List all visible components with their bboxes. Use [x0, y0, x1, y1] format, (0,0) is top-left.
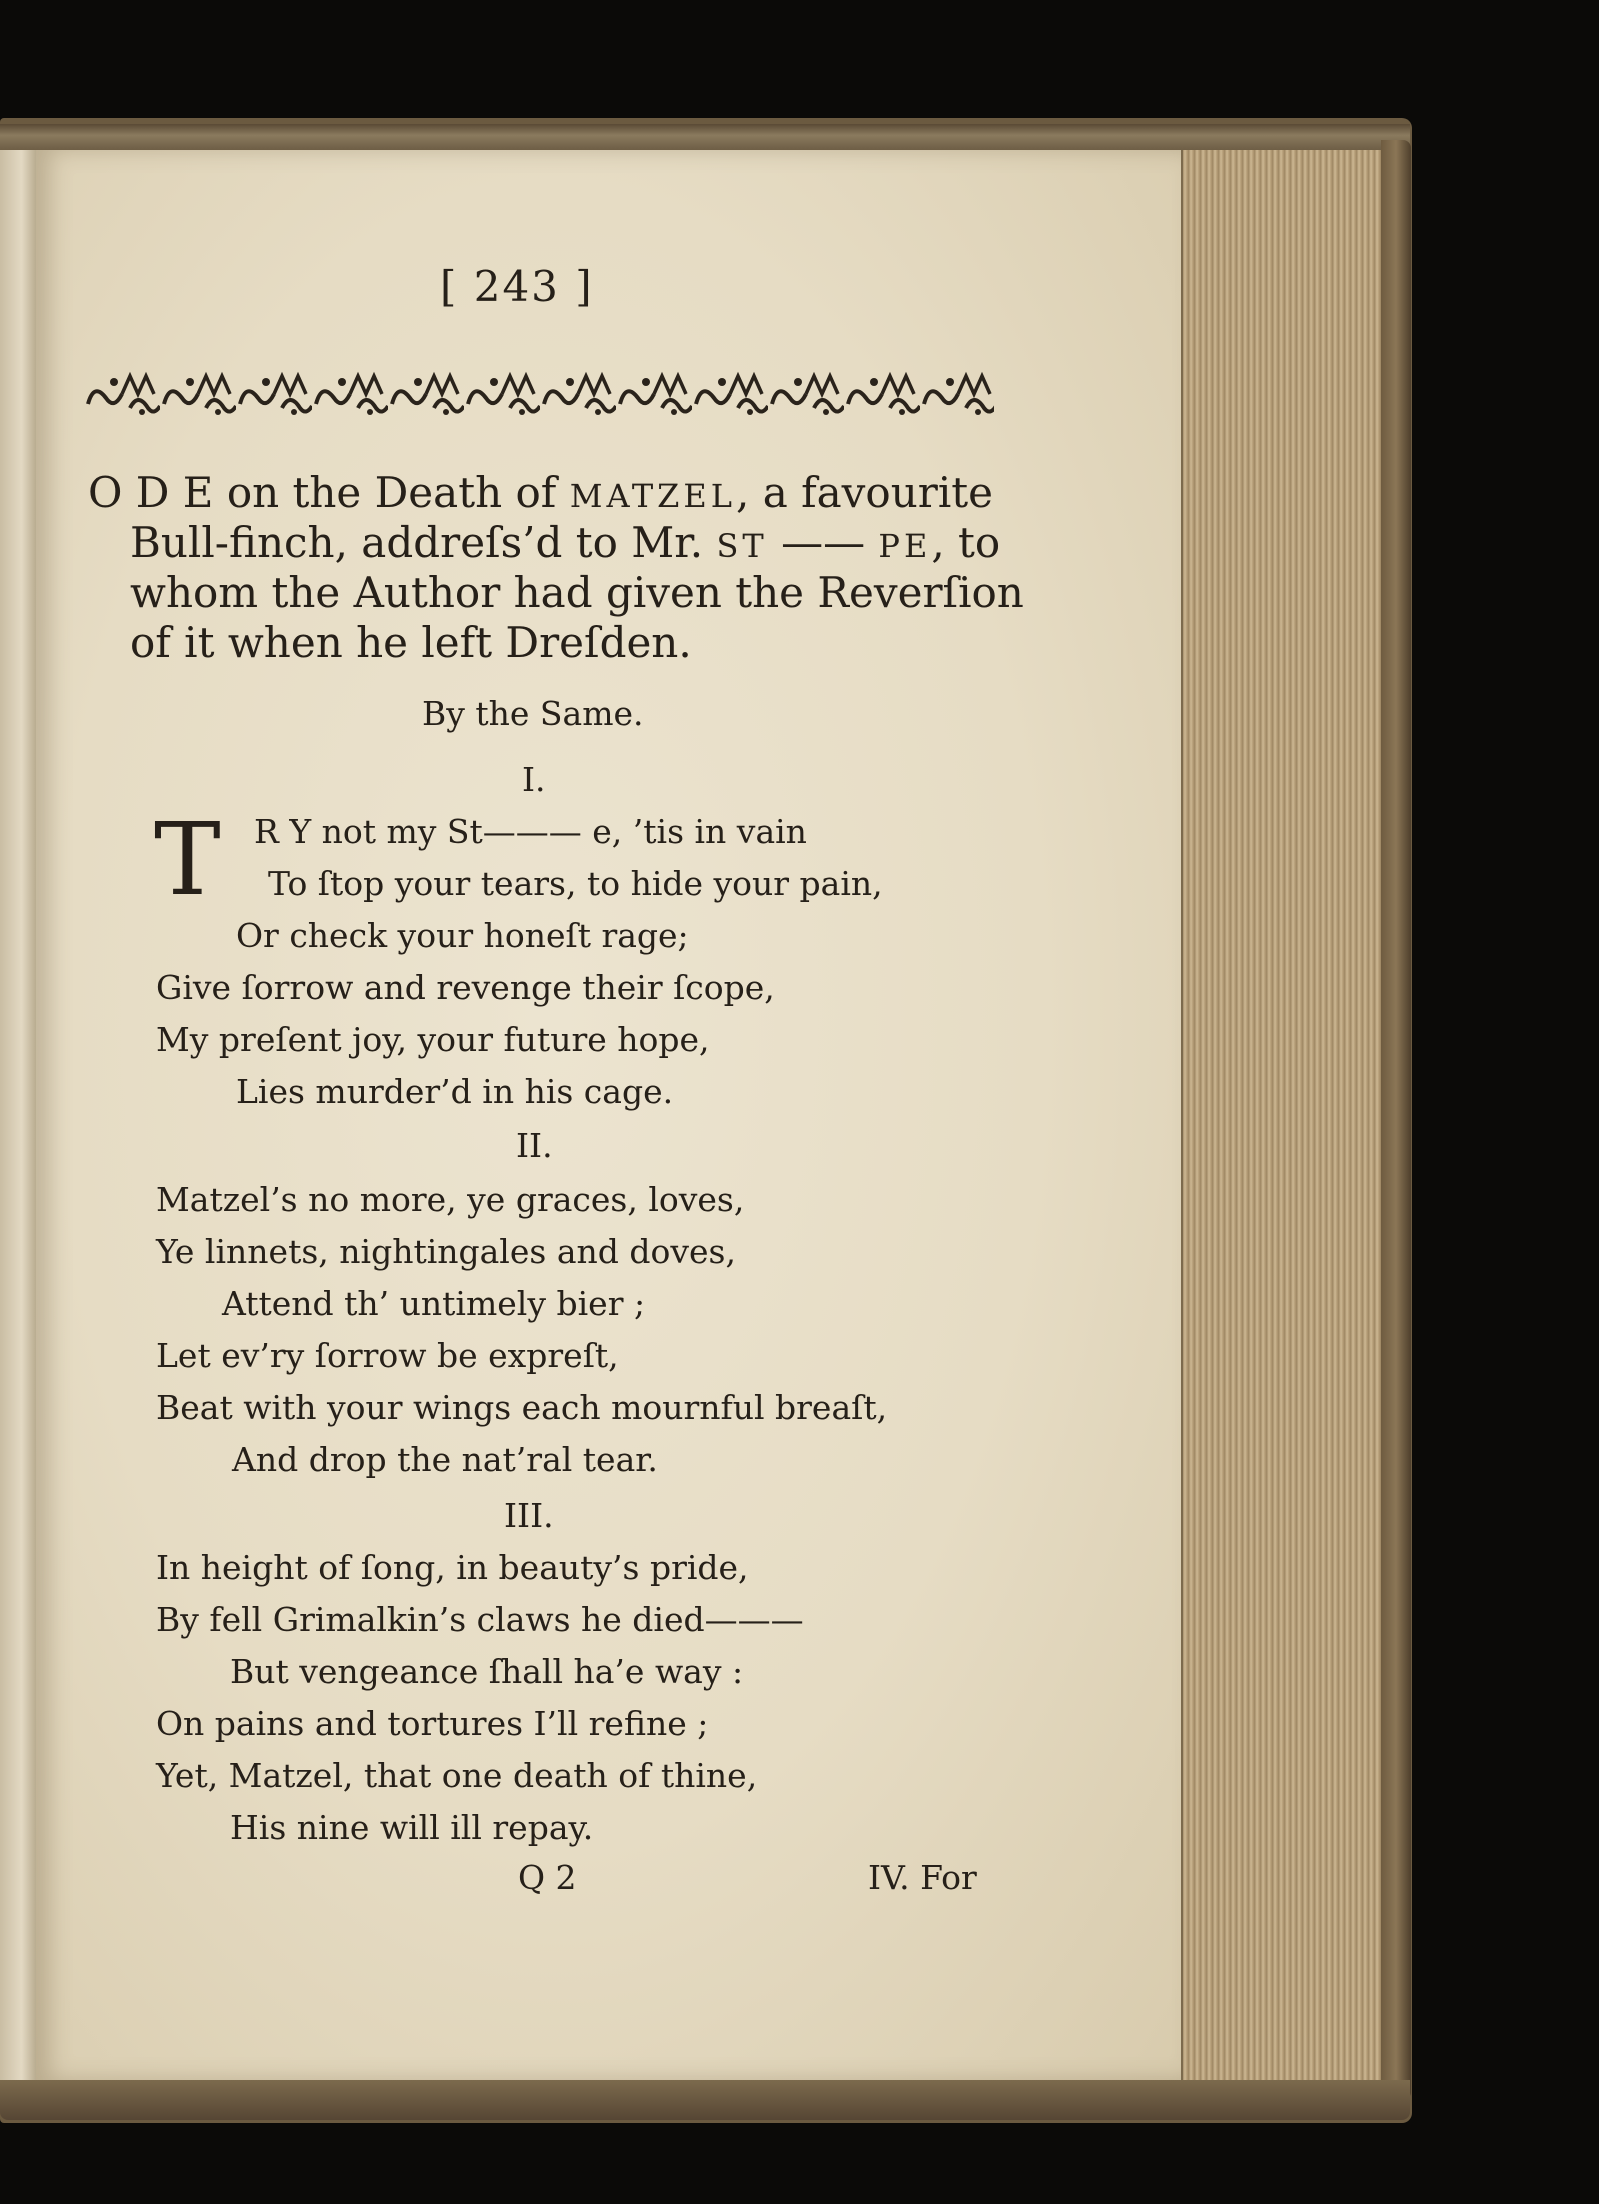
title-smallcaps-name: MATZEL [569, 477, 736, 515]
stanza-numeral: II. [516, 1126, 553, 1165]
drop-cap: T [154, 801, 221, 918]
title-dash: —— [781, 518, 866, 567]
byline: By the Same. [422, 694, 644, 733]
title-text: , to [931, 518, 1001, 567]
page-fore-edge [1181, 150, 1383, 2080]
verse-line: In height of ſong, in beauty’s pride, [156, 1548, 749, 1587]
catchword: IV. For [868, 1858, 977, 1897]
verse-line: Let ev’ry ſorrow be expreſt, [156, 1336, 619, 1375]
title-text: O D E on the Death of [88, 468, 557, 517]
verse-line: By fell Grimalkin’s claws he died——— [156, 1600, 804, 1639]
verse-line: Attend th’ untimely bier ; [222, 1284, 646, 1323]
title-line-1 [88, 468, 993, 521]
printer-ornament [84, 368, 994, 420]
title-smallcaps: PE [878, 527, 932, 565]
title-line-4: of it when he left Dreſden. [130, 618, 692, 667]
stanza-numeral: I. [522, 760, 546, 799]
page-number: [ 243 ] [440, 262, 594, 311]
title-text: Bull-finch, addreſs’d to Mr. [130, 518, 704, 567]
signature-mark: Q 2 [518, 1858, 577, 1897]
cover-top-edge [0, 124, 1410, 152]
previous-page-edge [0, 150, 37, 2080]
verse-line: To ſtop your tears, to hide your pain, [268, 864, 883, 903]
verse-line: But vengeance ſhall ha’e way : [230, 1652, 744, 1691]
verse-line: Lies murder’d in his cage. [236, 1072, 674, 1111]
title-smallcaps: ST [716, 527, 768, 565]
verse-line: Yet, Matzel, that one death of thine, [156, 1756, 758, 1795]
verse-line: Matzel’s no more, ye graces, loves, [156, 1180, 745, 1219]
cover-board-bottom [0, 2080, 1410, 2120]
title-line-3: whom the Author had given the Reverſion [130, 568, 1024, 617]
verse-line: R Y not my St——— e, ’tis in vain [254, 812, 807, 851]
verse-line: Beat with your wings each mournful breaſt, [156, 1388, 888, 1427]
verse-line: Give ſorrow and revenge their ſcope, [156, 968, 775, 1007]
verse-line: Ye linnets, nightingales and doves, [156, 1232, 736, 1271]
verse-line: And drop the nat’ral tear. [232, 1440, 658, 1479]
verse-line: Or check your honeſt rage; [236, 916, 689, 955]
stanza-numeral: III. [504, 1496, 554, 1535]
verse-line: My preſent joy, your future hope, [156, 1020, 710, 1059]
verse-line: On pains and tortures I’ll refine ; [156, 1704, 709, 1743]
cover-board-right [1381, 140, 1411, 2100]
title-line-2 [130, 518, 1000, 571]
title-text: , a favourite [736, 468, 993, 517]
verse-line: His nine will ill repay. [230, 1808, 594, 1847]
